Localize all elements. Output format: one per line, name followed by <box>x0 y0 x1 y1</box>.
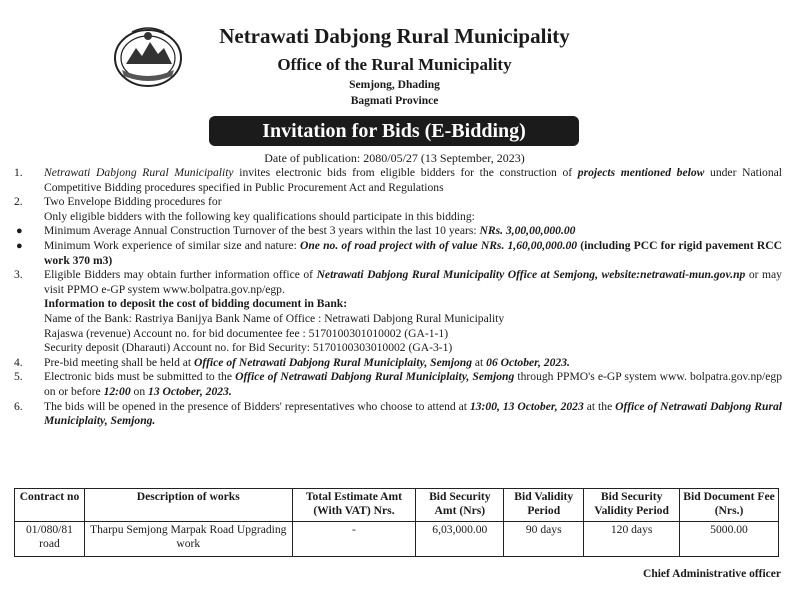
clause-4 <box>14 356 782 371</box>
bank-info-heading <box>14 297 782 312</box>
clause-text: at the <box>583 399 616 413</box>
bullet-text: Minimum Work experience of similar size and nature: <box>44 238 300 252</box>
column-header: Bid Security Amt (Nrs) <box>416 489 504 522</box>
clause-text-emphasis: Office of Netrawati Dabjong Rural Municiplaity, Semjong <box>194 355 472 369</box>
clause-text-emphasis: projects mentioned below <box>577 166 705 179</box>
clause-text: The bids will be opened in the presence of Bidders' representatives who choose to attend at <box>44 399 470 413</box>
column-header: Bid Document Fee (Nrs.) <box>680 489 779 522</box>
table-cell: 90 days <box>504 522 584 557</box>
clause-2 <box>14 195 782 210</box>
column-header: Contract no <box>15 489 85 522</box>
column-header: Bid Security Validity Period <box>584 489 680 522</box>
qualification-bullet-1 <box>14 224 782 239</box>
clause-text: Electronic bids must be submitted to the <box>44 370 236 384</box>
bullet-text: Minimum Average Annual Construction Turnover of the best 3 years within the last 10 years: <box>44 224 480 238</box>
signatory-title: Chief Administrative officer <box>643 568 781 580</box>
bullet-text-emphasis: NRs. 3,00,00,000.00 <box>479 224 576 238</box>
clause-number: 5. <box>14 370 23 384</box>
clause-text: Eligible Bidders may obtain further information office of <box>44 268 317 282</box>
municipality-name: Netrawati Dabjong Rural Municipality <box>219 24 570 48</box>
bank-name-line: Name of the Bank: Rastriya Banijya Bank Name of Office : Netrawati Dabjong Rural Municipality <box>44 311 505 325</box>
clause-1 <box>14 166 782 195</box>
clause-text-emphasis: 06 October, 2023. <box>486 355 570 369</box>
table-header-row <box>15 489 779 522</box>
clause-text: or may visit PPMO e-GP system www.bolpatra.gov.np/egp. <box>44 268 782 296</box>
column-header: Total Estimate Amt (With VAT) Nrs. <box>292 489 416 522</box>
table-cell: - <box>292 522 416 557</box>
clause-text: on <box>130 384 149 398</box>
clause-text-emphasis: Office of Netrawati Dabjong Rural Municiplaity, Semjong. <box>44 399 782 428</box>
clause-text-emphasis: Office of Netrawati Dabjong Rural Municiplaity, Semjong <box>235 370 515 384</box>
clause-number: 3. <box>14 268 23 282</box>
table-cell: 120 days <box>584 522 680 557</box>
office-location: Semjong, Dhading <box>349 79 440 91</box>
notice-title-banner: Invitation for Bids (E-Bidding) <box>209 116 579 146</box>
bullet-icon: ● <box>16 225 23 238</box>
province-name: Bagmati Province <box>350 95 439 107</box>
clause-number: 2. <box>14 195 23 209</box>
clause-text: Pre-bid meeting shall be held at <box>44 355 195 369</box>
bank-heading-text: Information to deposit the cost of bidding document in Bank: <box>44 297 348 311</box>
clause-text-italic: Netrawati Dabjong Rural Municipality <box>44 166 234 179</box>
clause-text: invites electronic bids from eligible bidders for the construction of <box>233 166 578 179</box>
table-cell: 6,03,000.00 <box>416 522 504 557</box>
clause-text: Two Envelope Bidding procedures for <box>44 195 222 209</box>
table-row <box>15 522 779 557</box>
column-header: Bid Validity Period <box>504 489 584 522</box>
clause-2-subline: Only eligible bidders with the following key qualifications should participate in this bidding: <box>44 209 475 223</box>
bid-details-table <box>14 488 779 557</box>
clause-text-emphasis: 13:00, 13 October, 2023 <box>469 399 584 413</box>
clause-5 <box>14 370 782 399</box>
clause-text-emphasis: Netrawati Dabjong Rural Municipality Office at Semjong, website:netrawati-mun.gov.np <box>316 268 746 282</box>
table-cell: 5000.00 <box>680 522 779 557</box>
bullet-icon: ● <box>16 239 23 252</box>
clause-text-emphasis: 12:00 <box>103 384 131 398</box>
qualification-bullet-2 <box>14 239 782 268</box>
clause-text: at <box>472 355 487 369</box>
column-header: Description of works <box>84 489 292 522</box>
bullet-text-emphasis: One no. of road project with of value NRs. 1,60,00,000.00 <box>299 238 578 252</box>
office-name: Office of the Rural Municipality <box>277 55 512 74</box>
revenue-account-line: Rajaswa (revenue) Account no. for bid documentee fee : 5170100301010002 (GA-1-1) <box>44 326 449 340</box>
notice-body <box>14 166 782 429</box>
clause-number: 4. <box>14 355 23 369</box>
clause-text: through PPMO's e-GP system www. bolpatra.gov.np/egp on or before <box>44 370 783 398</box>
bullet-text-bold: (including PCC for rigid pavement RCC work 370 m3) <box>44 238 782 267</box>
clause-number: 6. <box>14 399 23 413</box>
clause-text-emphasis: 13 October, 2023. <box>148 384 232 398</box>
clause-number: 1. <box>14 166 23 179</box>
publication-date: Date of publication: 2080/05/27 (13 September, 2023) <box>264 151 525 165</box>
table-cell: Tharpu Semjong Marpak Road Upgrading work <box>84 522 292 557</box>
security-account-line: Security deposit (Dharauti) Account no. for Bid Security: 5170100303010002 (GA-3-1) <box>44 341 453 355</box>
clause-6 <box>14 400 782 429</box>
clause-3 <box>14 268 782 297</box>
header <box>0 0 789 120</box>
clause-text: under National Competitive Bidding procedures specified in Public Procurement Act and Regulations <box>44 166 782 194</box>
table-cell: 01/080/81 road <box>15 522 85 557</box>
